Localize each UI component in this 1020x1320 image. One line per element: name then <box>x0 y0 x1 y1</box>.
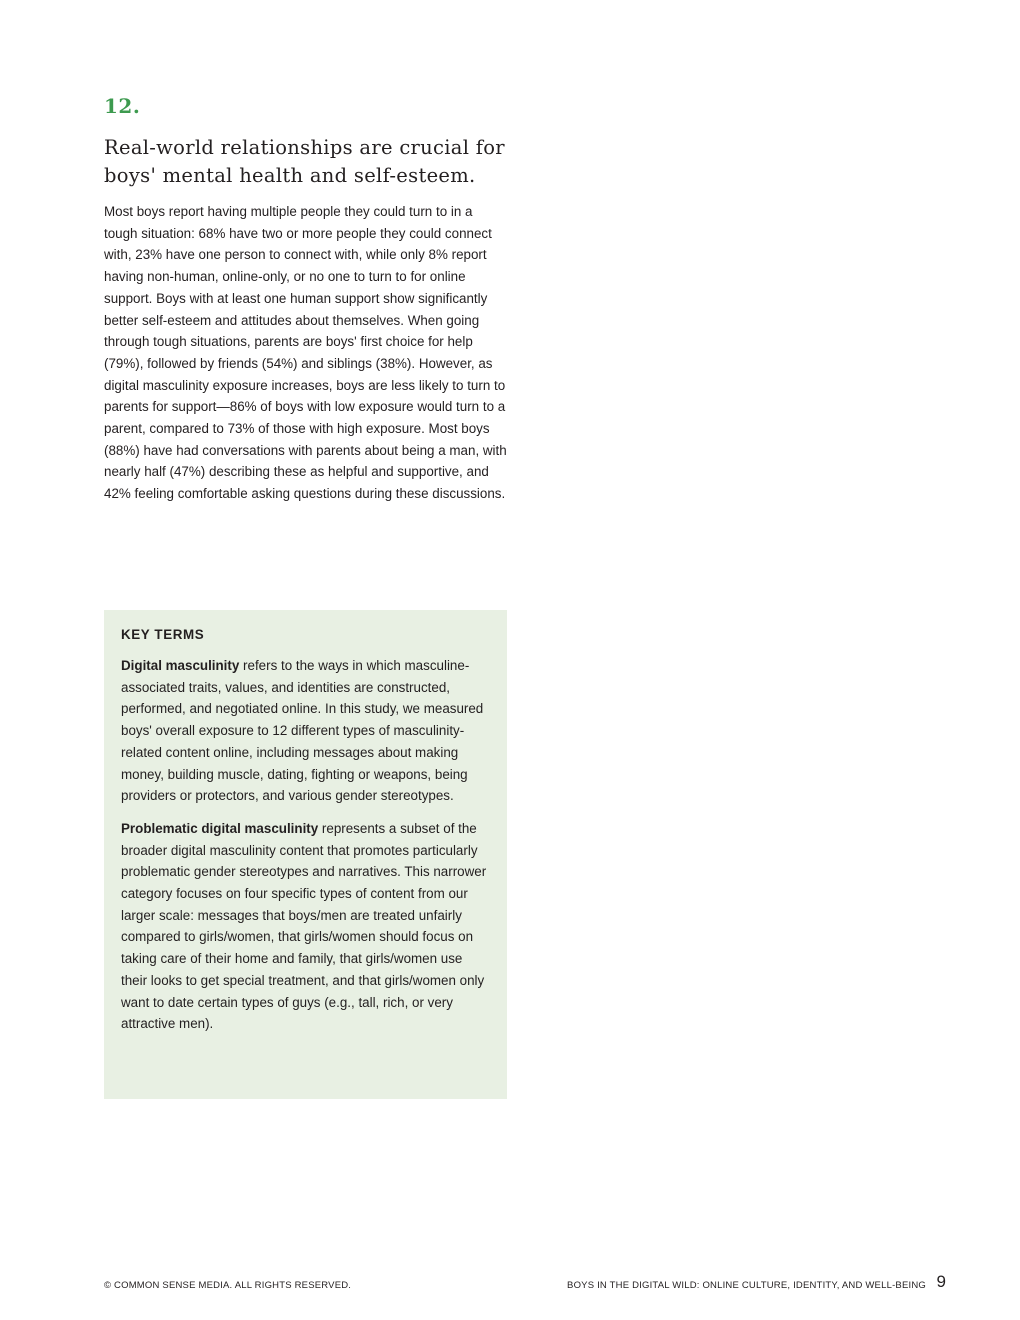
footer-report-title: BOYS IN THE DIGITAL WILD: ONLINE CULTURE, IDENTITY, AND WELL-BEING <box>567 1280 926 1291</box>
footer-copyright: © COMMON SENSE MEDIA. ALL RIGHTS RESERVED. <box>104 1280 352 1291</box>
section-number: 12. <box>104 94 141 118</box>
key-terms-heading: KEY TERMS <box>121 627 205 642</box>
term-name: Problematic digital masculinity <box>121 820 319 836</box>
term-definition: represents a subset of the broader digital masculinity content that promotes particularly problematic gender stereotypes and narratives. This narrower category focuses on four specific types of content from our larger scale: messages that boys/men are treated unfairly compared to girls/women, that girls/women should focus on taking care of their home and family, that girls/women use their looks to get special treatment, and that girls/women only want to date certain types of guys (e.g., tall, rich, or very attractive men). <box>121 820 487 1032</box>
page-number: 9 <box>936 1272 946 1291</box>
term-digital-masculinity <box>121 655 490 807</box>
key-terms-box <box>104 610 507 1099</box>
term-problematic-digital-masculinity <box>121 818 490 1035</box>
section-body: Most boys report having multiple people they could turn to in a tough situation: 68% have two or more people they could connect with, 23% have one person to connect with, while only 8% report having non-human, online-only, or no one to turn to for online support. Boys with at least one human support show significantly better self-esteem and attitudes about themselves. When going through tough situations, parents are boys' first choice for help (79%), followed by friends (54%) and siblings (38%). However, as digital masculinity exposure increases, boys are less likely to turn to parents for support—86% of boys with low exposure would turn to a parent, compared to 73% of those with high exposure. Most boys (88%) have had conversations with parents about being a man, with nearly half (47%) describing these as helpful and supportive, and 42% feeling comfortable asking questions during these discussions. <box>104 204 507 502</box>
term-definition: refers to the ways in which masculine-associated traits, values, and identities are constructed, performed, and negotiated online. In this study, we measured boys' overall exposure to 12 different types of masculinity-related content online, including messages about making money, building muscle, dating, fighting or weapons, being providers or protectors, and various gender stereotypes. <box>121 658 484 804</box>
section-title: Real-world relationships are crucial for boys' mental health and self-esteem. <box>104 136 505 187</box>
term-name: Digital masculinity <box>121 658 240 673</box>
